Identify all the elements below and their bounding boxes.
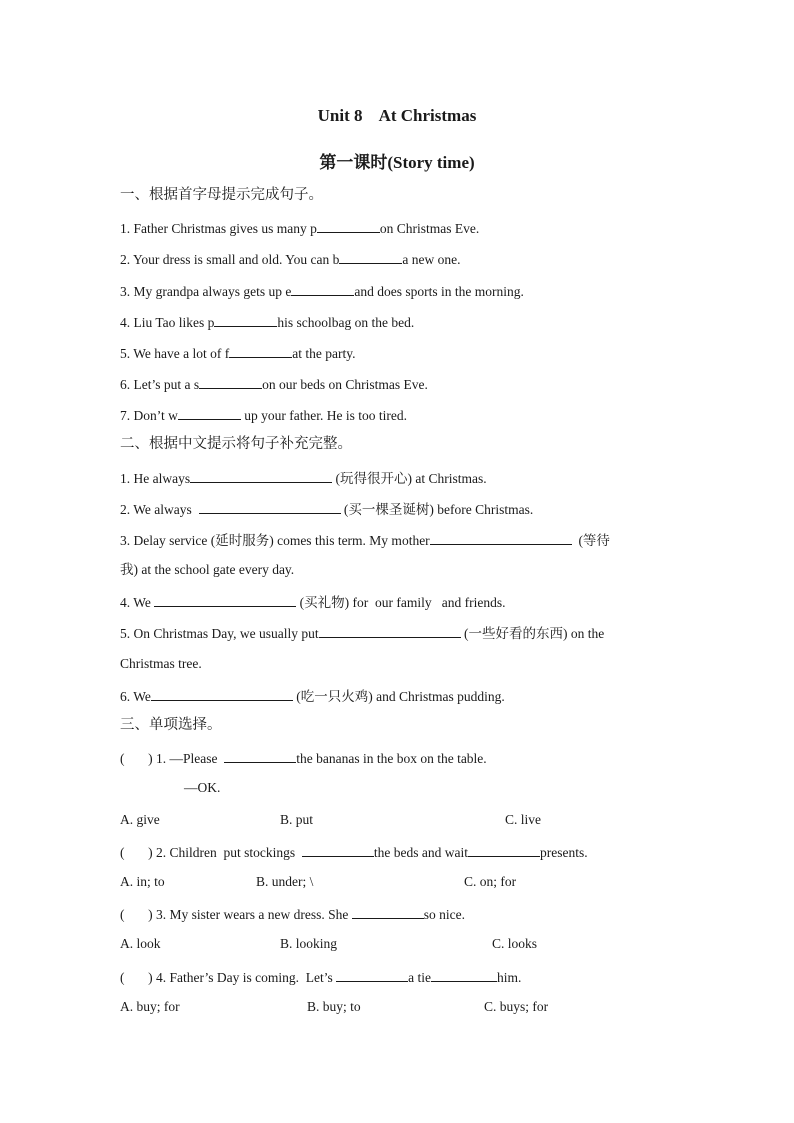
- q4-option-a: A. buy; for: [120, 999, 180, 1014]
- q1-reply: —OK.: [184, 780, 221, 795]
- q2-option-c: C. on; for: [464, 874, 517, 889]
- answer-blank: [154, 592, 296, 607]
- page-title: Unit 8 At Christmas: [317, 106, 477, 125]
- s1-item-6: 6. Let’s put a s on our beds on Christmas Eve.: [120, 374, 428, 394]
- s2-item-4: 4. We (买礼物) for our family and friends.: [120, 592, 506, 612]
- s1-item-5: 5. We have a lot of f at the party.: [120, 343, 356, 363]
- s2-item-6: 6. We (吃一只火鸡) and Christmas pudding.: [120, 686, 505, 706]
- s2-item-3-cont: 我) at the school gate every day.: [120, 562, 295, 577]
- answer-blank: [178, 405, 241, 420]
- q1-option-a: A. give: [120, 812, 160, 827]
- q1-stem: ( ) 1. —Please the bananas in the box on the table.: [120, 748, 487, 768]
- answer-blank: [468, 842, 540, 857]
- q3-option-c: C. looks: [492, 936, 538, 951]
- answer-blank: [319, 623, 461, 638]
- q2-option-a: A. in; to: [120, 874, 165, 889]
- s2-item-5: 5. On Christmas Day, we usually put (一些好看的东西) on the: [120, 623, 604, 643]
- s2-item-3: 3. Delay service (延时服务) comes this term. My mother (等待: [120, 530, 610, 550]
- s1-item-3: 3. My grandpa always gets up e and does sports in the morning.: [120, 281, 524, 301]
- answer-blank: [431, 967, 497, 982]
- page-subtitle: 第一课时(Story time): [319, 153, 475, 172]
- answer-blank: [336, 967, 408, 982]
- q2-stem: ( ) 2. Children put stockings the beds and wait presents.: [120, 842, 588, 862]
- s1-item-7: 7. Don’t w up your father. He is too tired.: [120, 405, 407, 425]
- q1-option-c: C. live: [505, 812, 541, 827]
- s1-item-4: 4. Liu Tao likes p his schoolbag on the bed.: [120, 312, 414, 332]
- answer-blank: [229, 343, 292, 358]
- answer-blank: [352, 904, 424, 919]
- q3-option-a: A. look: [120, 936, 161, 951]
- answer-blank: [430, 530, 572, 545]
- s2-item-1: 1. He always (玩得很开心) at Christmas.: [120, 468, 487, 488]
- s2-item-2: 2. We always (买一棵圣诞树) before Christmas.: [120, 499, 533, 519]
- q1-option-b: B. put: [280, 812, 314, 827]
- answer-blank: [317, 218, 380, 233]
- section2-heading: 二、根据中文提示将句子补充完整。: [120, 436, 352, 452]
- answer-blank: [339, 249, 402, 264]
- answer-blank: [199, 499, 341, 514]
- s2-item-5-cont: Christmas tree.: [120, 656, 202, 671]
- answer-blank: [224, 748, 296, 763]
- q4-option-b: B. buy; to: [307, 999, 361, 1014]
- section3-heading: 三、单项选择。: [120, 717, 222, 733]
- q3-option-b: B. looking: [280, 936, 338, 951]
- answer-blank: [190, 468, 332, 483]
- answer-blank: [291, 281, 354, 296]
- q4-stem: ( ) 4. Father’s Day is coming. Let’s a tie him.: [120, 967, 521, 987]
- s1-item-1: 1. Father Christmas gives us many p on Christmas Eve.: [120, 218, 479, 238]
- q4-option-c: C. buys; for: [484, 999, 549, 1014]
- answer-blank: [302, 842, 374, 857]
- section1-heading: 一、根据首字母提示完成句子。: [120, 187, 323, 203]
- answer-blank: [214, 312, 277, 327]
- s1-item-2: 2. Your dress is small and old. You can b a new one.: [120, 249, 461, 269]
- q2-option-b: B. under; \: [256, 874, 314, 889]
- q3-stem: ( ) 3. My sister wears a new dress. She so nice.: [120, 904, 465, 924]
- answer-blank: [151, 686, 293, 701]
- answer-blank: [199, 374, 262, 389]
